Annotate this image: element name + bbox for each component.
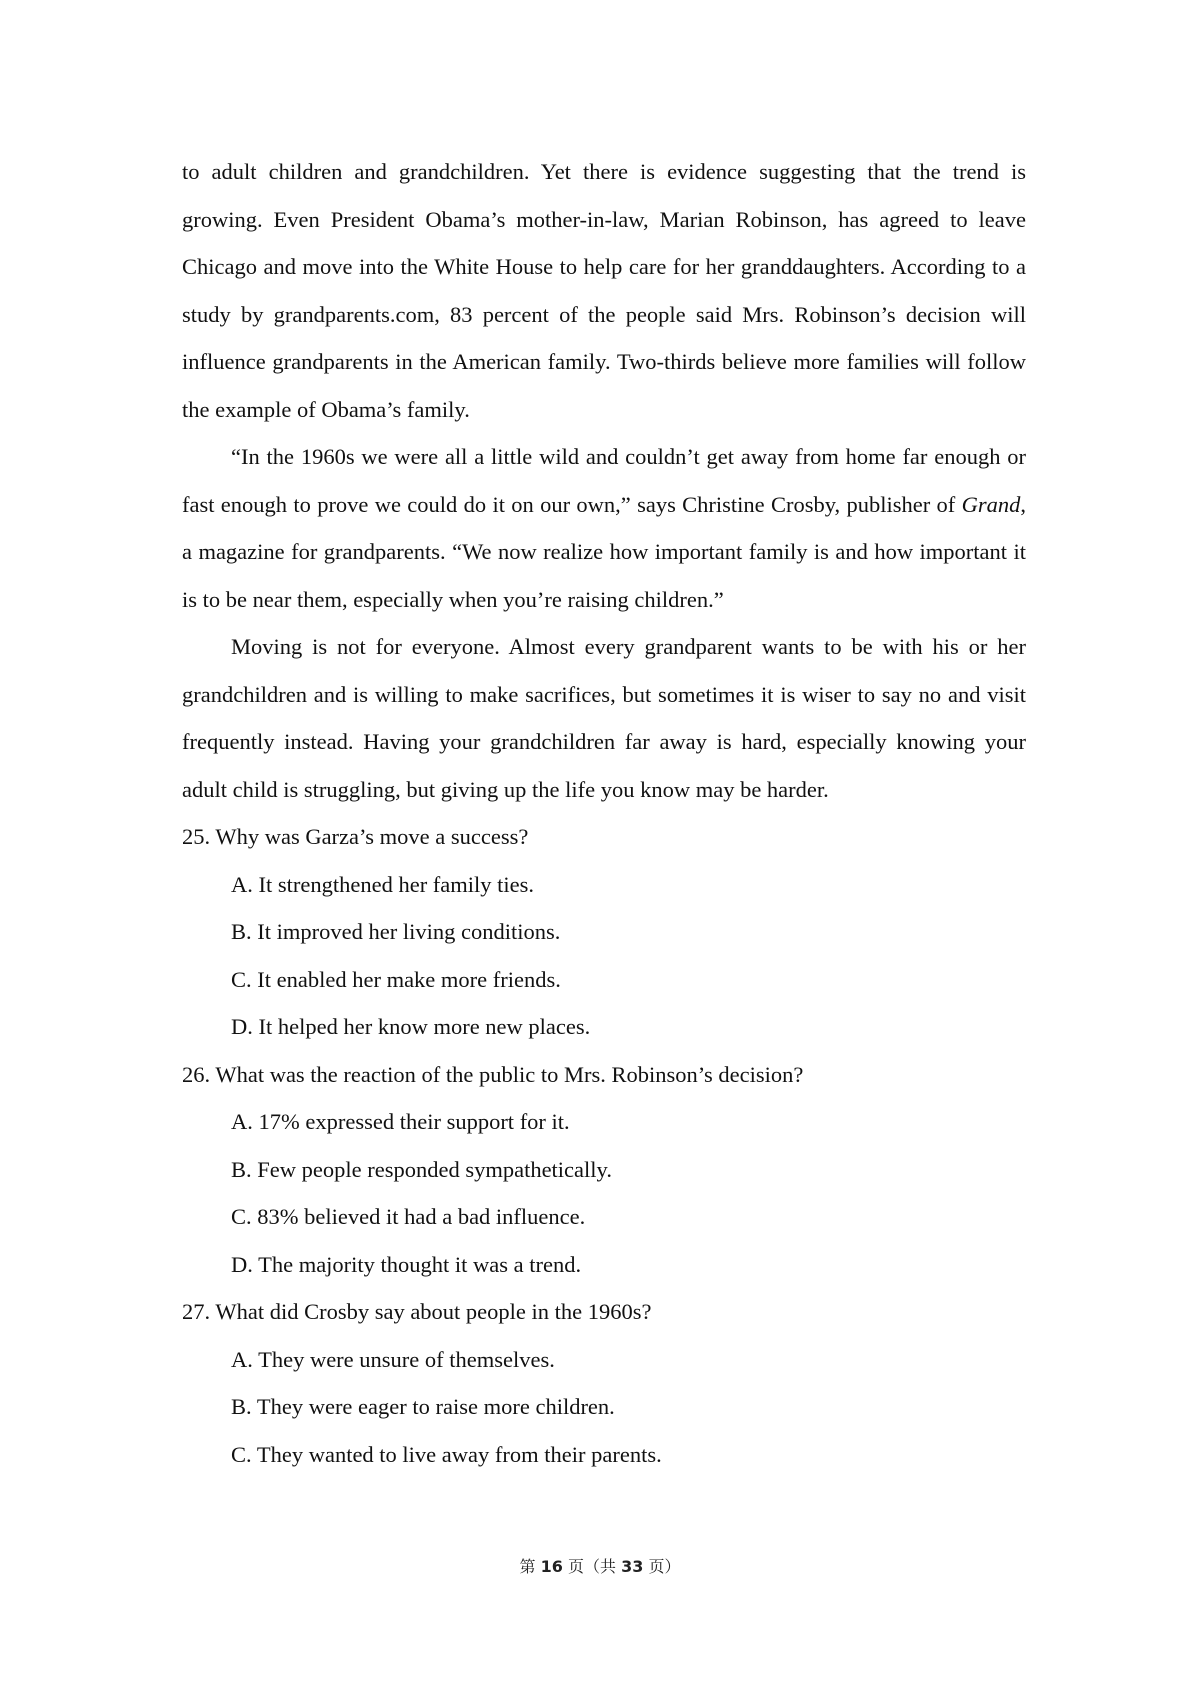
- magazine-title: Grand: [961, 491, 1021, 517]
- question-27-stem: 27. What did Crosby say about people in the 1960s?: [182, 1299, 652, 1324]
- question-26-option-a: A. 17% expressed their support for it.: [231, 1109, 570, 1134]
- document-page: [182, 148, 1026, 1478]
- question-27-option-a: A. They were unsure of themselves.: [231, 1346, 555, 1372]
- question-26-stem: 26. What was the reaction of the public to Mrs. Robinson’s decision?: [182, 1061, 804, 1087]
- current-page-number: 16: [540, 1557, 563, 1576]
- passage-paragraph-3: Moving is not for everyone. Almost every grandparent wants to be with his or her grandchildren and is willing to make sacrifices, but sometimes it is wiser to say no and visit frequently instead. Having your grandchildren far away is hard, especially knowing your adult child is struggling, but giving up the life you know may be harder.: [182, 634, 1026, 802]
- footer-prefix: 第: [519, 1557, 541, 1576]
- question-25-option-d: D. It helped her know more new places.: [231, 1014, 591, 1039]
- passage-paragraph-1: to adult children and grandchildren. Yet there is evidence suggesting that the trend is growing. Even President Obama’s mother-in-law, Marian Robinson, has agreed to leave Chicago and move into the White House to help care for her granddaughters. According to a study by grandparents.com, 83 percent of the people said Mrs. Robinson’s decision will influence grandparents in the American family. Two-thirds believe more families will follow the example of Obama’s family.: [182, 159, 1026, 422]
- question-27-option-b: B. They were eager to raise more children.: [231, 1394, 615, 1419]
- total-page-count: 33: [621, 1557, 644, 1576]
- question-25-stem: 25. Why was Garza’s move a success?: [182, 824, 529, 849]
- paragraph-2-text-start: “In the 1960s we were all a little wild and couldn’t get away from home far enough or fast enough to prove we could do it on our own,” says Christine Crosby, publisher of: [182, 444, 1026, 517]
- page-number-footer: [0, 1554, 1200, 1577]
- question-26-option-d: D. The majority thought it was a trend.: [231, 1251, 582, 1277]
- question-25-option-c: C. It enabled her make more friends.: [231, 966, 561, 992]
- question-27-option-c: C. They wanted to live away from their parents.: [231, 1441, 662, 1467]
- footer-suffix: 页）: [643, 1557, 681, 1576]
- question-26-option-c: C. 83% believed it had a bad influence.: [231, 1204, 586, 1229]
- footer-middle: 页（共: [562, 1557, 622, 1576]
- passage-paragraph-2: [182, 433, 1026, 623]
- question-26-option-b: B. Few people responded sympathetically.: [231, 1156, 612, 1182]
- question-25-option-b: B. It improved her living conditions.: [231, 919, 561, 944]
- paragraph-2-text-end: , a magazine for grandparents. “We now realize how important family is and how important it is to be near them, especially when you’re raising children.”: [182, 491, 1026, 612]
- question-25-option-a: A. It strengthened her family ties.: [231, 871, 535, 897]
